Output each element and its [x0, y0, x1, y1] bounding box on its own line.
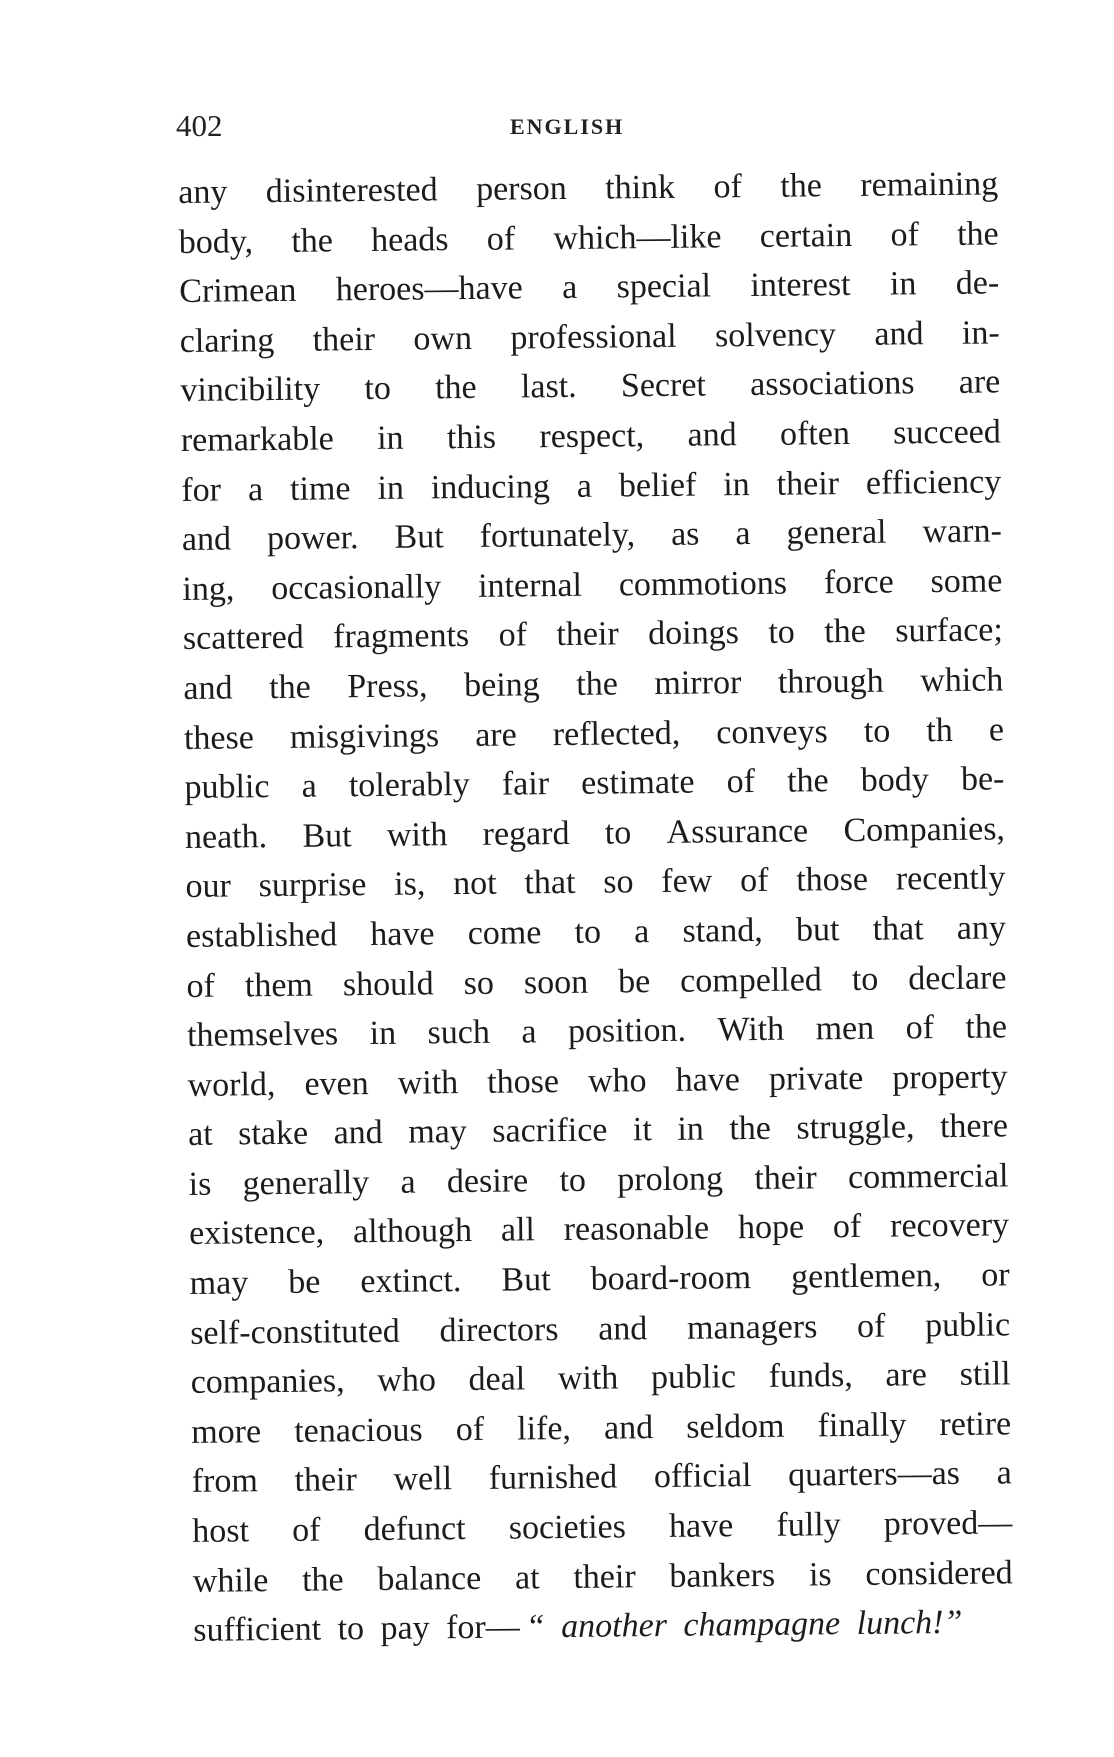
word: fair — [501, 765, 550, 803]
word: sacrifice — [492, 1111, 608, 1151]
word: a — [576, 467, 593, 505]
text-line — [190, 1300, 1010, 1358]
text-line — [185, 854, 1005, 912]
word: remaining — [860, 165, 999, 204]
word: should — [342, 964, 434, 1003]
word: But — [302, 816, 352, 855]
word: de- — [955, 264, 1000, 303]
word: With — [717, 1010, 785, 1049]
word: time — [289, 469, 351, 508]
word: often — [779, 414, 851, 453]
last-line-italic: “ another champagne lunch!” — [525, 1604, 963, 1646]
word: public — [184, 768, 270, 807]
word: force — [823, 563, 894, 602]
word: Press, — [347, 667, 428, 706]
word: through — [777, 662, 884, 701]
word: generally — [242, 1163, 370, 1203]
word: which — [920, 661, 1004, 700]
word: fully — [776, 1506, 841, 1544]
word: so — [603, 863, 634, 901]
word: with — [557, 1359, 619, 1398]
word: at — [514, 1558, 540, 1597]
word: are — [475, 716, 517, 754]
word: extinct. — [360, 1262, 462, 1301]
word: neath. — [184, 817, 268, 856]
word: retire — [939, 1405, 1012, 1443]
word: so — [463, 964, 495, 1002]
word: there — [939, 1107, 1009, 1146]
word: the — [301, 1560, 344, 1599]
word: stake — [238, 1114, 309, 1153]
word: still — [959, 1355, 1011, 1394]
word: vincibility — [180, 370, 321, 410]
word: the — [824, 613, 866, 651]
word: public — [924, 1306, 1011, 1344]
word: be- — [960, 760, 1005, 798]
word: established — [185, 916, 338, 955]
word: is — [808, 1555, 832, 1594]
word: commercial — [847, 1157, 1009, 1196]
word: balance — [377, 1559, 482, 1598]
word: in — [377, 469, 405, 507]
word: remarkable — [180, 420, 334, 459]
word: the — [434, 369, 477, 407]
word: those — [487, 1062, 560, 1101]
word: have — [675, 1060, 741, 1099]
word: desire — [446, 1162, 529, 1201]
word: associations — [749, 364, 915, 404]
word: but — [795, 911, 840, 949]
word: those — [796, 861, 869, 899]
word: to — [574, 913, 602, 951]
word: even — [304, 1064, 369, 1103]
word: stand, — [682, 911, 763, 950]
text-line — [181, 457, 1001, 515]
word: considered — [865, 1553, 1013, 1593]
word: surface; — [895, 611, 1004, 650]
word: managers — [686, 1308, 818, 1347]
word: e — [988, 710, 1005, 749]
word: them — [244, 966, 314, 1004]
word: any — [956, 909, 1007, 947]
word: furnished — [488, 1458, 618, 1498]
word: Companies, — [843, 810, 1006, 849]
word: societies — [508, 1508, 627, 1547]
word: their — [294, 1461, 358, 1500]
text-line — [189, 1250, 1009, 1308]
text-line — [185, 804, 1005, 862]
word: self-constituted — [190, 1312, 401, 1352]
word: fortunately, — [479, 516, 636, 556]
word: of — [486, 220, 516, 258]
word: a — [634, 913, 650, 951]
word: is, — [393, 865, 426, 904]
word: of — [890, 215, 920, 254]
text-line — [183, 606, 1003, 664]
word: property — [892, 1058, 1008, 1097]
word: gentlemen, — [790, 1257, 942, 1296]
word: But — [501, 1261, 551, 1299]
word: in — [376, 419, 404, 457]
word: disinterested — [265, 171, 438, 211]
word: and — [603, 1408, 654, 1447]
text-line — [186, 903, 1006, 961]
word: more — [191, 1413, 262, 1451]
word: in- — [961, 314, 1000, 352]
word: in — [369, 1014, 397, 1053]
word: in — [677, 1110, 705, 1149]
word: But — [394, 518, 444, 556]
word: power. — [266, 519, 359, 558]
word: who — [587, 1061, 647, 1100]
word: doings — [647, 614, 740, 653]
word: hope — [737, 1208, 805, 1247]
word: of — [832, 1208, 862, 1246]
text-line — [181, 407, 1001, 465]
word: or — [981, 1256, 1010, 1294]
word: declare — [908, 958, 1007, 997]
text-line-last — [193, 1598, 1013, 1656]
word: claring — [179, 321, 275, 360]
word: not — [452, 865, 497, 903]
word: succeed — [892, 413, 1001, 452]
word: although — [352, 1212, 473, 1251]
word: board-room — [590, 1259, 752, 1298]
word: own — [413, 319, 473, 358]
word: the — [780, 167, 823, 205]
text-line — [183, 655, 1003, 713]
word: existence, — [188, 1213, 325, 1253]
word: proved— — [883, 1504, 1013, 1543]
word: a — [247, 470, 264, 508]
word: conveys — [716, 712, 828, 751]
word: occasionally — [271, 568, 442, 607]
word: th — [926, 711, 953, 749]
word: surprise — [258, 866, 367, 905]
text-line — [182, 556, 1002, 614]
word: our — [185, 867, 232, 906]
word: of — [726, 763, 756, 801]
word: in — [889, 265, 917, 303]
word: the — [729, 1110, 772, 1148]
word: Assurance — [666, 812, 809, 851]
word: such — [427, 1013, 491, 1052]
word: may — [408, 1113, 467, 1151]
word: the — [956, 215, 999, 253]
text-line — [192, 1449, 1012, 1507]
word: that — [524, 864, 576, 902]
word: body, — [178, 222, 254, 261]
word: struggle, — [796, 1108, 915, 1147]
word: solvency — [714, 315, 837, 355]
word: quarters—as — [787, 1455, 961, 1495]
word: of — [713, 168, 743, 206]
text-line — [180, 308, 1000, 366]
word: to — [863, 712, 891, 750]
word: a — [996, 1454, 1012, 1492]
word: fragments — [333, 617, 470, 656]
word: recovery — [889, 1206, 1010, 1246]
word: few — [661, 862, 713, 901]
text-line — [179, 259, 999, 317]
word: inducing — [430, 467, 551, 506]
word: of — [455, 1410, 485, 1449]
word: reflected, — [552, 714, 681, 753]
word: reasonable — [563, 1209, 710, 1249]
text-line — [179, 209, 999, 267]
word: of — [186, 967, 216, 1005]
text-line — [192, 1498, 1012, 1556]
word: and — [181, 520, 232, 559]
word: is — [188, 1165, 212, 1203]
word: have — [668, 1507, 734, 1545]
word: heads — [370, 220, 449, 259]
text-line — [187, 1052, 1007, 1110]
text-line — [182, 507, 1002, 565]
word: and — [183, 669, 233, 707]
word: a — [561, 269, 578, 307]
word: and — [874, 314, 924, 353]
word: respect, — [539, 417, 645, 456]
word: their — [776, 464, 840, 503]
word: regard — [482, 814, 570, 853]
word: their — [573, 1557, 636, 1596]
word: directors — [439, 1310, 559, 1349]
word: compelled — [680, 960, 823, 1000]
word: bankers — [669, 1556, 776, 1595]
text-line — [184, 705, 1004, 763]
word: official — [653, 1457, 752, 1496]
word: prolong — [617, 1160, 724, 1199]
word: life, — [516, 1409, 572, 1448]
word: are — [885, 1356, 928, 1394]
word: a — [301, 767, 317, 805]
word: being — [463, 666, 540, 704]
word: scattered — [182, 619, 304, 658]
word: for — [181, 471, 222, 509]
word: the — [786, 762, 829, 800]
word: efficiency — [865, 462, 1002, 502]
text-line — [187, 1002, 1007, 1060]
word: tenacious — [294, 1411, 423, 1450]
word: warn- — [922, 512, 1002, 551]
text-line — [180, 358, 1000, 416]
word: companies, — [190, 1362, 345, 1402]
word: any — [178, 173, 228, 211]
word: these — [183, 718, 255, 757]
word: interest — [750, 266, 851, 305]
word: to — [851, 960, 879, 998]
word: which—like — [553, 217, 722, 257]
word: of — [905, 1009, 935, 1047]
word: while — [192, 1561, 269, 1600]
word: and — [687, 416, 737, 454]
word: certain — [759, 216, 853, 255]
word: as — [670, 515, 700, 554]
word: and — [333, 1114, 383, 1152]
word: seldom — [686, 1407, 785, 1446]
word: Crimean — [179, 271, 297, 311]
word: of — [739, 862, 769, 900]
word: be — [617, 962, 651, 1000]
word: a — [400, 1163, 416, 1201]
word: well — [393, 1460, 453, 1499]
word: the — [291, 221, 334, 260]
word: private — [768, 1059, 864, 1098]
word: misgivings — [289, 716, 440, 756]
word: their — [754, 1159, 817, 1197]
word: who — [377, 1361, 437, 1400]
page-number: 402 — [176, 108, 223, 143]
word: with — [386, 815, 448, 854]
word: at — [187, 1115, 213, 1154]
word: to — [768, 613, 795, 652]
word: their — [556, 615, 619, 654]
word: mirror — [654, 664, 742, 702]
body-text — [178, 159, 1014, 1655]
running-title: ENGLISH — [510, 114, 625, 139]
word: are — [958, 363, 1001, 402]
text-line — [189, 1201, 1009, 1259]
text-line — [188, 1102, 1008, 1160]
word: come — [467, 914, 542, 952]
word: this — [446, 418, 497, 457]
word: finally — [817, 1406, 907, 1445]
word: special — [616, 267, 712, 306]
word: in — [723, 465, 750, 503]
word: of — [498, 616, 528, 655]
word: some — [930, 562, 1003, 600]
text-line — [191, 1399, 1011, 1457]
word: deal — [468, 1360, 526, 1399]
word: ing, — [182, 570, 235, 608]
word: host — [192, 1512, 250, 1550]
word: defunct — [363, 1510, 466, 1549]
text-line — [188, 1151, 1008, 1209]
word: general — [786, 513, 887, 552]
word: the — [576, 665, 619, 703]
word: body — [860, 761, 930, 800]
word: internal — [477, 566, 583, 605]
word: tolerably — [348, 766, 470, 805]
word: heroes—have — [335, 269, 523, 309]
text-line — [193, 1548, 1013, 1606]
last-line-roman: sufficient to pay for— — [193, 1608, 520, 1650]
word: to — [604, 814, 632, 852]
word: professional — [510, 317, 677, 357]
word: world, — [187, 1065, 276, 1104]
word: of — [291, 1511, 321, 1549]
word: commotions — [618, 564, 788, 604]
word: position. — [567, 1011, 687, 1051]
word: estimate — [581, 763, 695, 802]
word: and — [598, 1309, 648, 1348]
word: to — [559, 1161, 587, 1199]
text-line — [178, 159, 998, 217]
text-line — [184, 755, 1004, 813]
word: belief — [618, 466, 697, 504]
word: it — [632, 1111, 653, 1149]
word: a — [521, 1013, 537, 1051]
word: may — [189, 1264, 249, 1303]
word: have — [370, 915, 435, 953]
word: think — [604, 168, 676, 207]
text-line — [190, 1350, 1010, 1408]
word: be — [288, 1263, 321, 1301]
word: the — [268, 668, 311, 707]
word: funds, — [768, 1357, 853, 1396]
word: recently — [895, 859, 1006, 898]
word: their — [312, 320, 376, 359]
word: a — [735, 515, 751, 553]
word: Secret — [620, 366, 707, 405]
word: that — [872, 910, 924, 948]
word: all — [500, 1211, 536, 1250]
word: with — [397, 1063, 459, 1102]
page-header — [176, 108, 996, 148]
word: soon — [523, 963, 589, 1001]
word: last. — [520, 368, 577, 406]
word: person — [475, 169, 567, 208]
word: to — [364, 370, 392, 408]
word: from — [191, 1462, 259, 1501]
word: themselves — [186, 1015, 339, 1055]
word: of — [856, 1307, 886, 1345]
word: public — [650, 1358, 737, 1397]
word: the — [965, 1008, 1008, 1046]
word: men — [815, 1009, 875, 1048]
text-line — [186, 953, 1006, 1011]
